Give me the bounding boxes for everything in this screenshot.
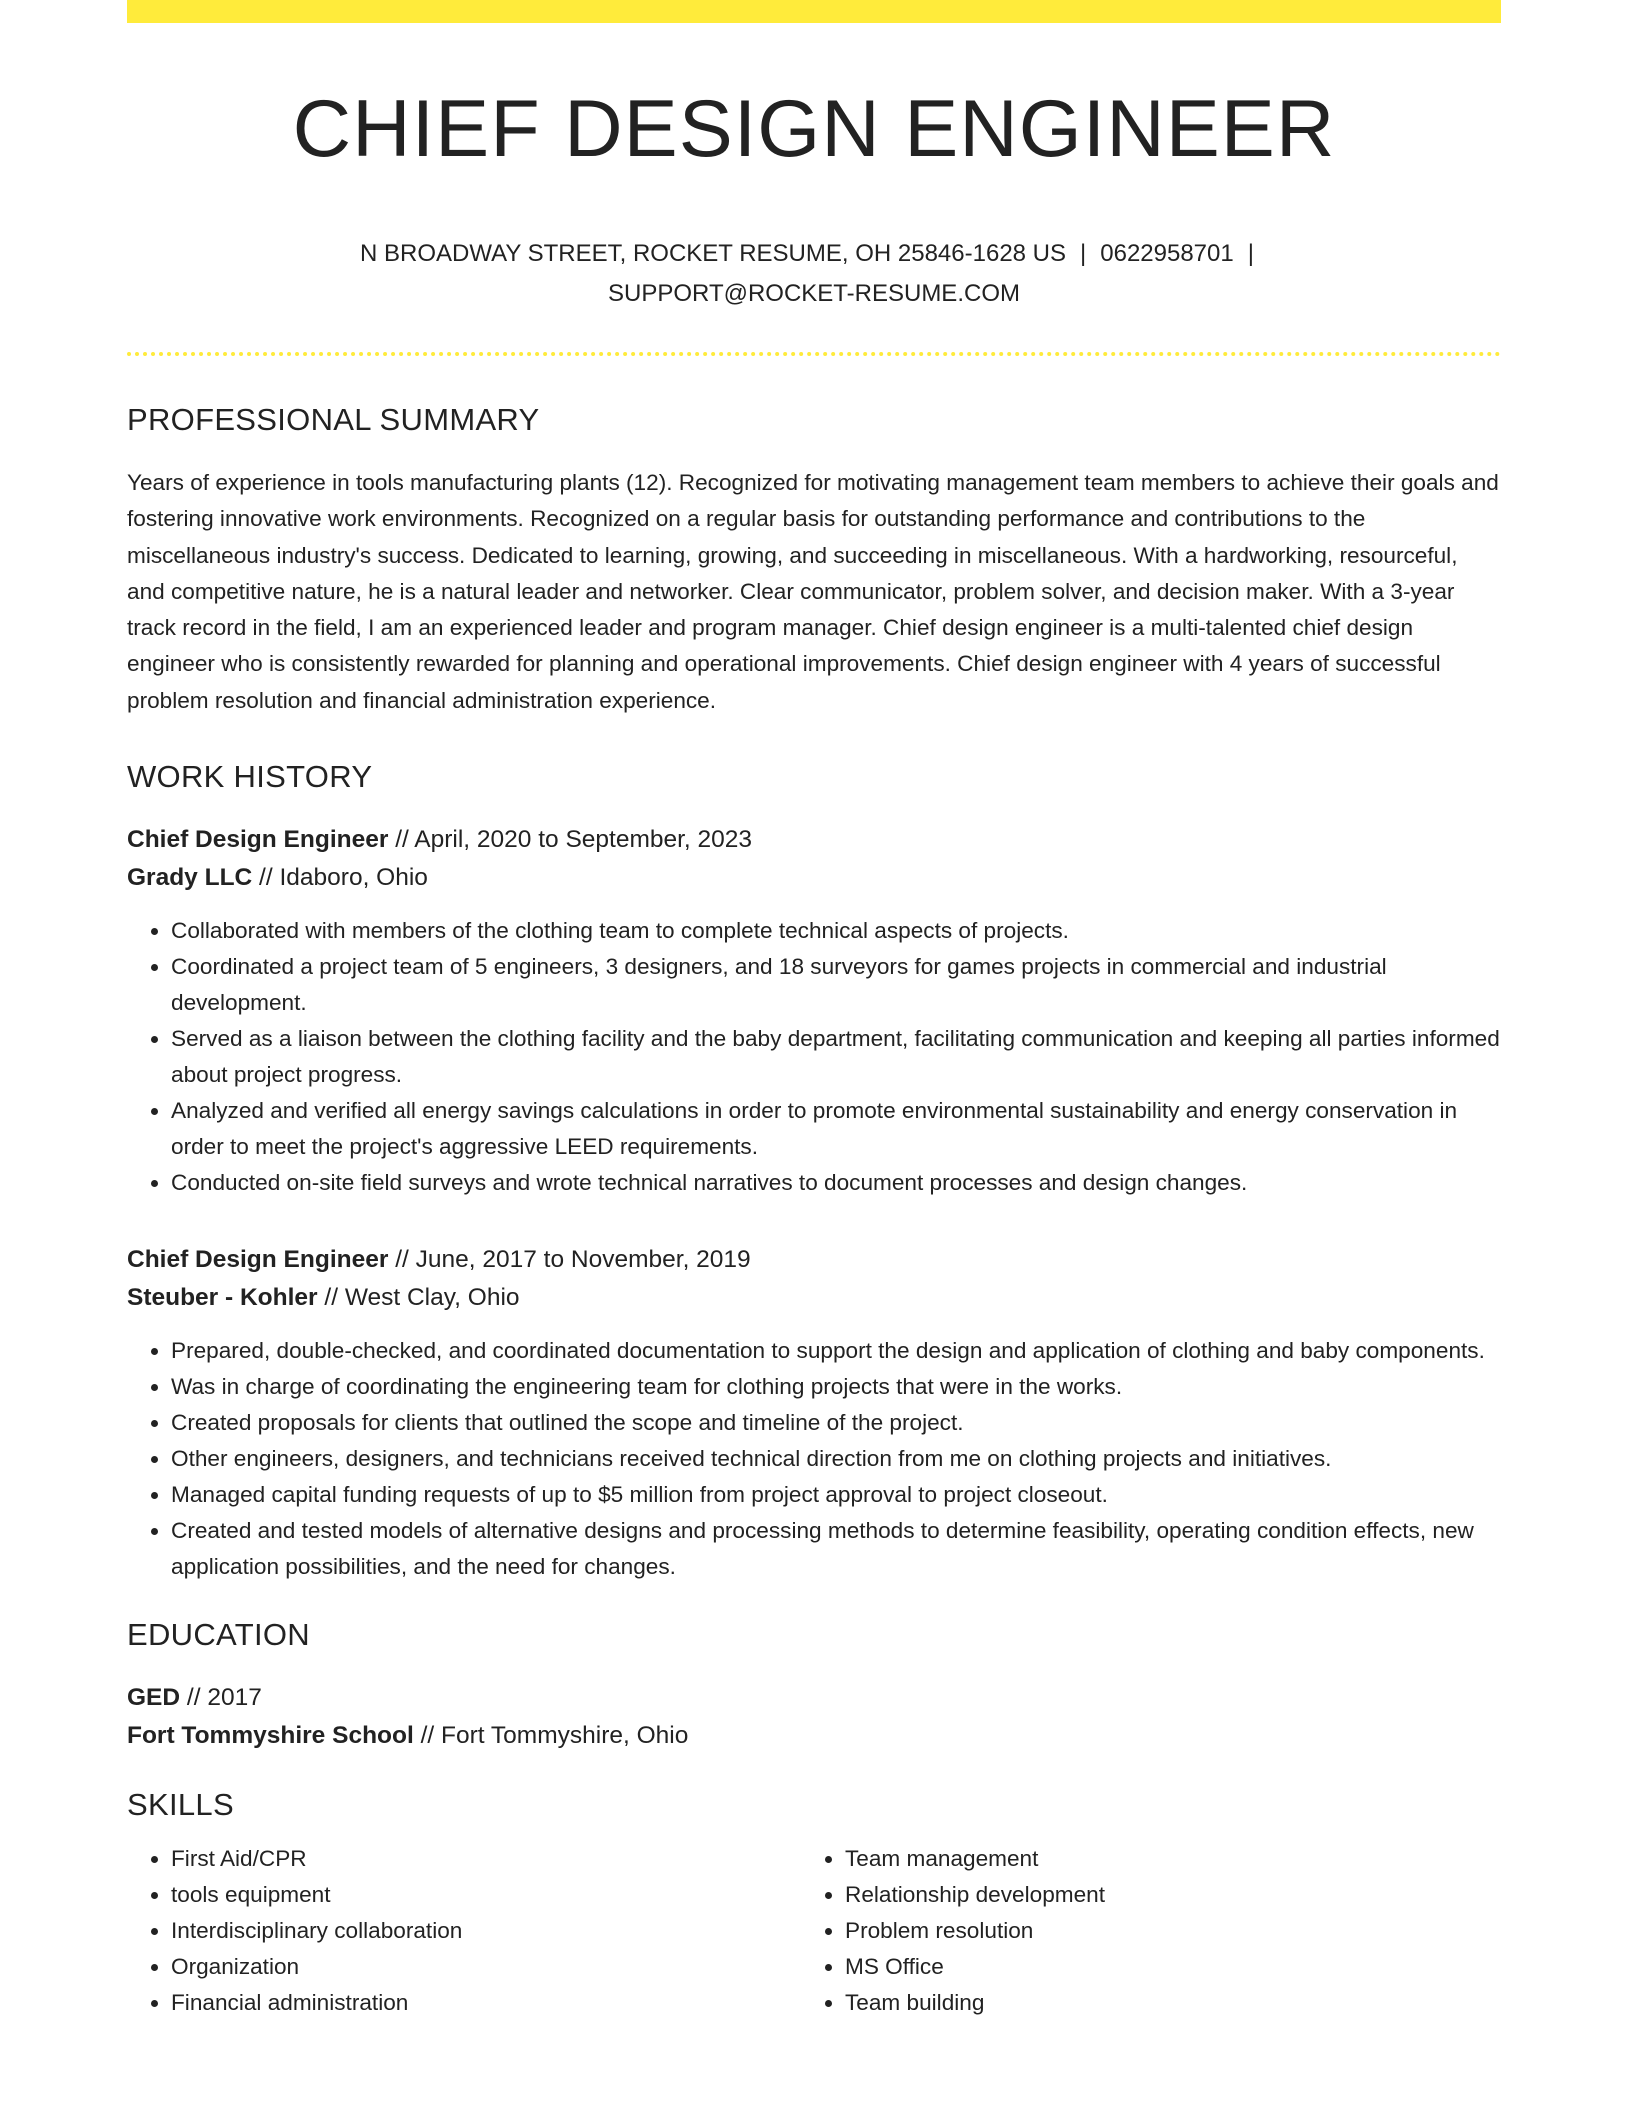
job-entry — [127, 821, 1501, 1201]
skill-item: • Interdisciplinary collaboration — [171, 1913, 801, 1949]
resume-title: CHIEF DESIGN ENGINEER — [292, 84, 1336, 174]
skill-item: • MS Office — [845, 1949, 1475, 1985]
skill-item: • tools equipment — [171, 1877, 801, 1913]
skill-item: • Problem resolution — [845, 1913, 1475, 1949]
job-role-line — [127, 1241, 1501, 1279]
school-name: Fort Tommyshire School — [127, 1722, 414, 1750]
skills-list — [127, 1841, 1501, 2021]
skills-column-right — [801, 1841, 1475, 2021]
job-entry — [127, 1241, 1501, 1585]
list-item: • Was in charge of coordinating the engineering team for clothing projects that were in the works. — [171, 1369, 1501, 1405]
contact-separator: | — [1247, 240, 1254, 267]
skill-item: • First Aid/CPR — [171, 1841, 801, 1877]
list-item: • Collaborated with members of the clothing team to complete technical aspects of projects. — [171, 913, 1501, 949]
degree-line — [127, 1679, 1501, 1717]
job-location: // West Clay, Ohio — [317, 1284, 520, 1312]
education-entry — [127, 1679, 1501, 1755]
job-dates: // April, 2020 to September, 2023 — [388, 826, 753, 854]
summary-text: Years of experience in tools manufacturing plants (12). Recognized for motivating management team members to achieve their goals and fostering innovative work environments. Recognized on a regular basis for outstanding performance and contributions to the miscellaneous industry's success. Dedicated to learning, growing, and succeeding in miscellaneous. With a hardworking, resourceful, and competitive nature, he is a natural leader and networker. Clear communicator, problem solver, and decision maker. With a 3-year track record in the field, I am an experienced leader and program manager. Chief design engineer is a multi-talented chief design engineer who is consistently rewarded for planning and operational improvements. Chief design engineer with 4 years of successful problem resolution and financial administration experience. — [127, 470, 1499, 713]
education-heading: EDUCATION — [127, 1617, 310, 1653]
list-item: • Prepared, double-checked, and coordinated documentation to support the design and application of clothing and baby components. — [171, 1333, 1501, 1369]
school-location: // Fort Tommyshire, Ohio — [413, 1722, 689, 1750]
contact-separator: | — [1080, 240, 1087, 267]
skills-column-left — [127, 1841, 801, 2021]
contact-info — [127, 234, 1501, 314]
degree-year: // 2017 — [180, 1684, 262, 1712]
job-company-line — [127, 1279, 1501, 1317]
list-item: • Created and tested models of alternative designs and processing methods to determine feasibility, operating condition effects, new application possibilities, and the need for changes. — [171, 1513, 1501, 1585]
summary-heading: PROFESSIONAL SUMMARY — [127, 402, 540, 437]
dotted-divider — [127, 352, 1501, 356]
list-item: • Other engineers, designers, and technicians received technical direction from me on clothing projects and initiatives. — [171, 1441, 1501, 1477]
job-bullets — [127, 1333, 1501, 1585]
job-dates: // June, 2017 to November, 2019 — [388, 1246, 751, 1274]
school-line — [127, 1717, 1501, 1755]
email: SUPPORT@ROCKET-RESUME.COM — [608, 280, 1020, 307]
skill-item: • Team building — [845, 1985, 1475, 2021]
list-item: • Conducted on-site field surveys and wrote technical narratives to document processes and design changes. — [171, 1165, 1501, 1201]
resume-page — [127, 0, 1501, 2021]
list-item: • Coordinated a project team of 5 engineers, 3 designers, and 18 surveyors for games projects in commercial and industrial development. — [171, 949, 1501, 1021]
skill-item: • Organization — [171, 1949, 801, 1985]
job-company-line — [127, 859, 1501, 897]
list-item: • Served as a liaison between the clothing facility and the baby department, facilitating communication and keeping all parties informed about project progress. — [171, 1021, 1501, 1093]
skill-item: • Team management — [845, 1841, 1475, 1877]
skills-heading: SKILLS — [127, 1787, 234, 1823]
job-role: Chief Design Engineer — [127, 826, 389, 854]
list-item: • Managed capital funding requests of up to $5 million from project approval to project closeout. — [171, 1477, 1501, 1513]
degree: GED — [127, 1684, 181, 1712]
accent-bar — [127, 0, 1501, 23]
address: N BROADWAY STREET, ROCKET RESUME, OH 25846-1628 US — [360, 240, 1067, 267]
job-role-line — [127, 821, 1501, 859]
job-company: Grady LLC — [127, 864, 253, 892]
phone: 0622958701 — [1100, 240, 1234, 267]
skill-item: • Relationship development — [845, 1877, 1475, 1913]
skill-item: • Financial administration — [171, 1985, 801, 2021]
job-bullets — [127, 913, 1501, 1201]
work-history-heading: WORK HISTORY — [127, 759, 373, 795]
job-location: // Idaboro, Ohio — [252, 864, 428, 892]
list-item: • Analyzed and verified all energy savings calculations in order to promote environmental sustainability and energy conservation in order to meet the project's aggressive LEED requirements. — [171, 1093, 1501, 1165]
list-item: • Created proposals for clients that outlined the scope and timeline of the project. — [171, 1405, 1501, 1441]
job-company: Steuber - Kohler — [127, 1284, 318, 1312]
job-role: Chief Design Engineer — [127, 1246, 389, 1274]
